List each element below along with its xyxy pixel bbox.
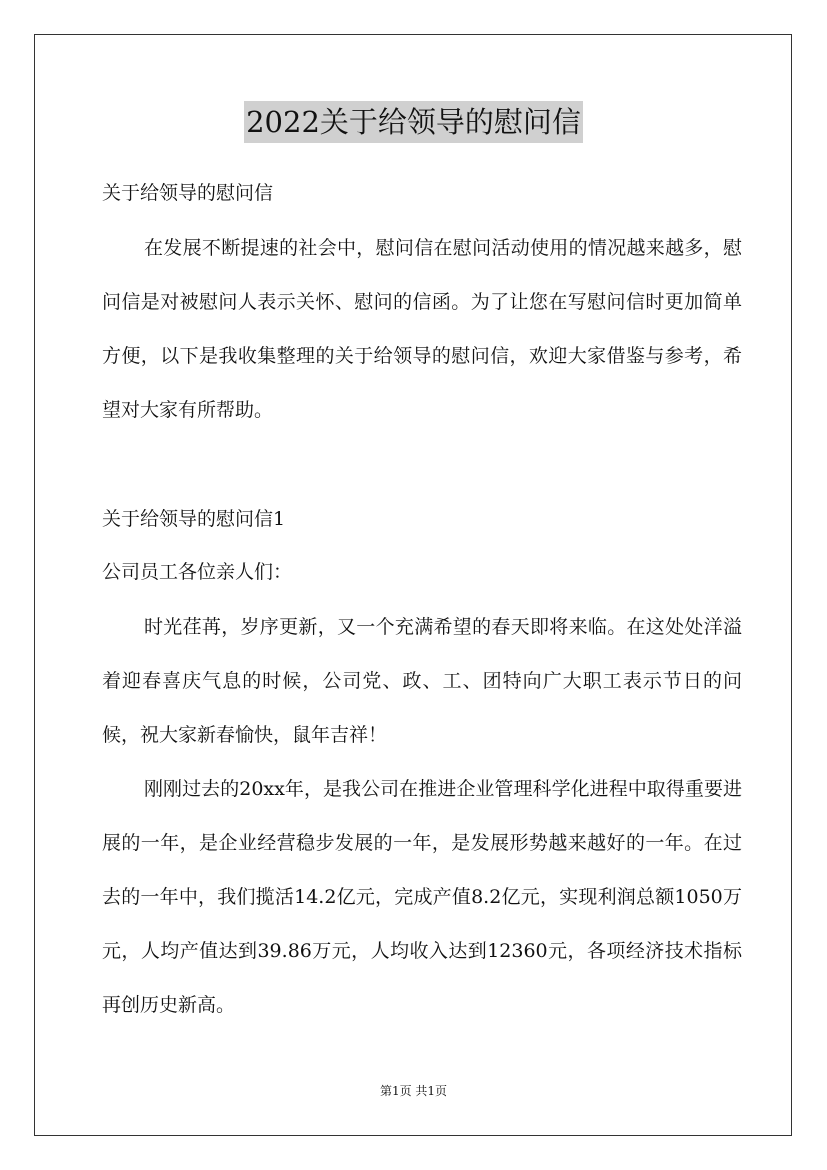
document-subtitle: 关于给领导的慰问信 xyxy=(102,182,274,204)
body-paragraph-2: 刚刚过去的20xx年，是我公司在推进企业管理科学化进程中取得重要进展的一年，是企业经营稳步发展的一年，是发展形势越来越好的一年。在过去的一年中，我们揽活14.2亿元，完成产值8.2亿元，实现利润总额1050万元，人均产值达到39.86万元，人均收入达到12360元，各项经济技术指标再创历史新高。 xyxy=(102,778,742,1016)
intro-paragraph: 在发展不断提速的社会中，慰问信在慰问活动使用的情况越来越多，慰问信是对被慰问人表示关怀、慰问的信函。为了让您在写慰问信时更加简单方便，以下是我收集整理的关于给领导的慰问信，欢迎大家借鉴与参考，希望对大家有所帮助。 xyxy=(102,237,742,421)
section-heading: 关于给领导的慰问信1 xyxy=(102,508,286,530)
salutation: 公司员工各位亲人们： xyxy=(102,561,293,583)
body-paragraph-1: 时光荏苒，岁序更新，又一个充满希望的春天即将来临。在这处处洋溢着迎春喜庆气息的时候，公司党、政、工、团特向广大职工表示节日的问候，祝大家新春愉快，鼠年吉祥！ xyxy=(102,616,742,746)
title-container xyxy=(0,101,827,143)
document-title: 2022关于给领导的慰问信 xyxy=(244,101,583,143)
page-footer: 第1页 共1页 xyxy=(379,1084,448,1098)
